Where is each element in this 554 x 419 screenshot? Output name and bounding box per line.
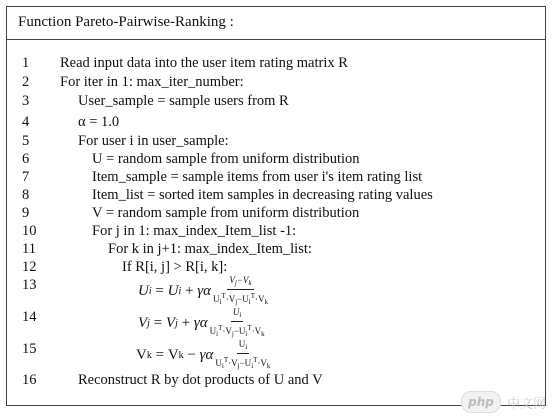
line-number: 12 (22, 259, 37, 275)
line-text: For j in 1: max_index_Item_list -1: (92, 223, 297, 239)
line-number: 3 (22, 93, 30, 109)
line-number: 1 (22, 55, 30, 71)
line-number: 2 (22, 74, 30, 90)
algo-line-16 (0, 372, 554, 392)
algo-line-5 (0, 133, 554, 153)
line-number: 16 (22, 372, 37, 388)
line-number: 15 (22, 341, 37, 357)
line-text: User_sample = sample users from R (78, 93, 289, 109)
line-text: Item_list = sorted item samples in decreasing rating values (92, 187, 433, 203)
line-number: 10 (22, 223, 37, 239)
line-text: For k in j+1: max_index_Item_list: (108, 241, 312, 257)
watermark (461, 391, 546, 413)
algo-line-6 (0, 151, 554, 171)
line-number: 13 (22, 277, 37, 293)
algo-line-14 (0, 309, 554, 329)
algo-line-11 (0, 241, 554, 261)
line-number: 9 (22, 205, 30, 221)
algo-line-2 (0, 74, 554, 94)
algo-line-15 (0, 341, 554, 361)
line-number: 6 (22, 151, 30, 167)
fraction: $\frac{V_j-V_k}{U_i^T\cdot V_j-U_i^T\cdot V_k}$ (212, 275, 268, 306)
line-text: Reconstruct R by dot products of U and V (78, 372, 323, 388)
line-number: 8 (22, 187, 30, 203)
title-divider (6, 39, 546, 40)
fraction: $\frac{U_i}{U_i^T\cdot V_j-U_i^T\cdot V_k}$ (215, 339, 271, 370)
line-text: For user i in user_sample: (78, 133, 229, 149)
algorithm-title: Function Pareto-Pairwise-Ranking : (18, 14, 234, 30)
algo-line-10 (0, 223, 554, 243)
algo-line-13 (0, 277, 554, 297)
update-formula-vj: V j = V j + γα $\frac{U_i}{U_i^T\cdot V_j-U_i^T\cdot V_k}$ (138, 307, 265, 338)
line-text: U = random sample from uniform distribution (92, 151, 360, 167)
line-text: α = 1.0 (78, 114, 120, 130)
line-text: Item_sample = sample items from user i's item rating list (92, 169, 423, 185)
algo-line-3 (0, 93, 554, 113)
line-text: Read input data into the user item rating matrix R (60, 55, 348, 71)
algo-line-8 (0, 187, 554, 207)
algo-line-1 (0, 55, 554, 75)
php-logo-icon: php (461, 391, 501, 413)
line-text: If R[i, j] > R[i, k]: (122, 259, 228, 275)
line-number: 11 (22, 241, 36, 257)
line-number: 5 (22, 133, 30, 149)
line-text: For iter in 1: max_iter_number: (60, 74, 244, 90)
fraction: $\frac{U_i}{U_i^T\cdot V_j-U_i^T\cdot V_k}$ (209, 307, 265, 338)
update-formula-ui: U i = U i + γα $\frac{V_j-V_k}{U_i^T\cdot V_j-U_i^T\cdot V_k}$ (138, 275, 268, 306)
line-text: V = random sample from uniform distribution (92, 205, 360, 221)
algo-line-9 (0, 205, 554, 225)
algo-line-4 (0, 114, 554, 134)
update-formula-vk: V k = V k − γα $\frac{U_i}{U_i^T\cdot V_j-U_i^T\cdot V_k}$ (136, 339, 271, 370)
algo-line-12 (0, 259, 554, 279)
line-number: 4 (22, 114, 30, 130)
watermark-text: 中文网 (506, 396, 546, 412)
algo-line-7 (0, 169, 554, 189)
line-number: 7 (22, 169, 30, 185)
line-number: 14 (22, 309, 37, 325)
